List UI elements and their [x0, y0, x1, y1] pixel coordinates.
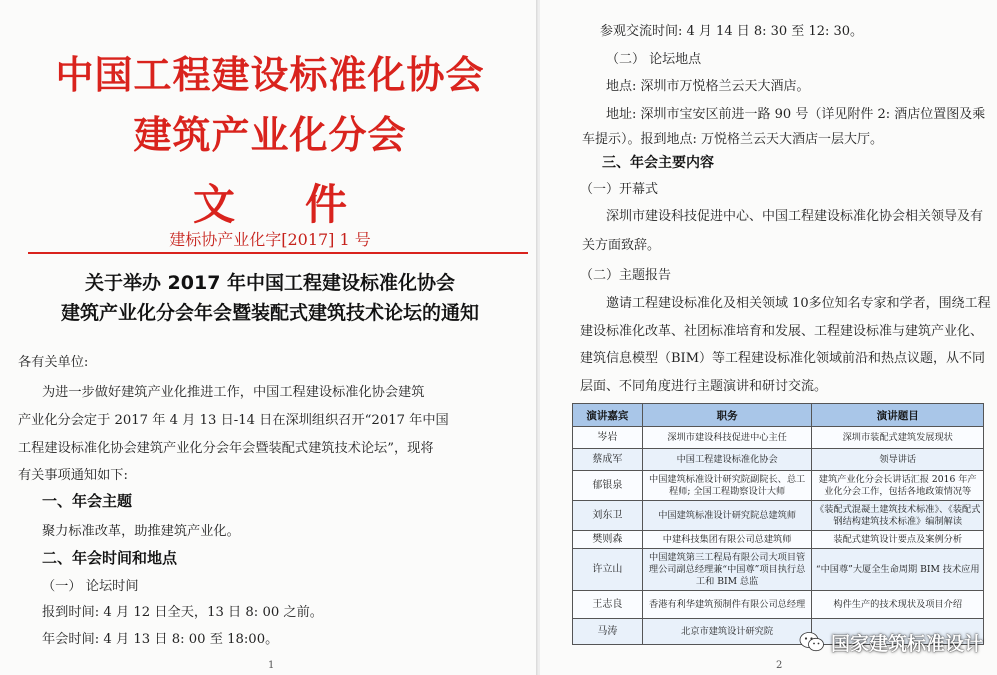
keynote-line: 层面、不同角度进行主题演讲和研讨交流。 [580, 379, 828, 394]
table-row [573, 549, 984, 591]
keynote-line: 建设标准化改革、社团标准培育和发展、工程建设标准与建筑产业化、 [580, 324, 984, 339]
speaker-name: 刘东卫 [573, 501, 643, 531]
speech-topic: “中国尊”大厦全生命周期 BIM 技术应用 [812, 549, 984, 591]
letterhead-org-line2: 建筑产业化分会 [133, 113, 407, 157]
letterhead-document-word: 文件 [192, 180, 417, 229]
speaker-name: 岑岩 [573, 427, 643, 449]
body-line: 为进一步做好建筑产业化推进工作，中国工程建设标准化协会建筑 [42, 385, 425, 400]
page-number: 1 [268, 660, 275, 671]
speaker-position: 北京市建筑设计研究院 [642, 619, 812, 645]
table-row [573, 471, 984, 501]
speaker-position: 中国建筑第三工程局有限公司大项目管理公司副总经理兼“中国尊”项目执行总工和 BIM 总监 [642, 549, 812, 591]
opening-line: 关方面致辞。 [582, 238, 661, 253]
address-line: 车提示）。报到地点: 万悦格兰云天大酒店一层大厅。 [582, 132, 884, 147]
section3-heading: 三、年会主要内容 [602, 155, 714, 171]
speech-topic: 深圳市装配式建筑发展现状 [812, 427, 984, 449]
sub2-heading: （二） 论坛地点 [606, 52, 702, 67]
letterhead-red-rule [28, 252, 528, 254]
visit-time: 参观交流时间: 4 月 14 日 8: 30 至 12: 30。 [600, 24, 864, 39]
table-row [573, 427, 984, 449]
column-header: 演讲题目 [812, 404, 984, 427]
speaker-name: 许立山 [573, 549, 643, 591]
table-header-row [573, 404, 984, 427]
column-header: 演讲嘉宾 [573, 404, 643, 427]
speakers-table [572, 403, 984, 645]
table-row [573, 531, 984, 549]
sub-opening-heading: （一）开幕式 [580, 182, 659, 197]
body-line: 有关事项通知如下: [18, 468, 128, 483]
sub-keynote-heading: （二）主题报告 [580, 268, 672, 283]
speech-topic: 建筑产业化分会长讲话汇报 2016 年产业化分会工作，包括各地政策情况等 [812, 471, 984, 501]
speaker-position: 中国工程建设标准化协会 [642, 449, 812, 471]
speech-topic: 领导讲话 [812, 449, 984, 471]
page-number: 2 [776, 660, 783, 671]
meeting-time: 年会时间: 4 月 13 日 8: 00 至 18:00。 [42, 632, 279, 647]
speaker-position: 中国建筑标准设计研究院副院长、总工程师; 全国工程勘察设计大师 [642, 471, 812, 501]
address-line: 地址: 深圳市宝安区前进一路 90 号（详见附件 2: 酒店位置图及乘 [606, 107, 986, 122]
notice-title-line1: 关于举办 2017 年中国工程建设标准化协会 [84, 272, 456, 294]
wechat-icon [799, 631, 825, 653]
location: 地点: 深圳市万悦格兰云天大酒店。 [606, 79, 810, 94]
body-line: 工程建设标准化协会建筑产业化分会年会暨装配式建筑技术论坛”，现将 [18, 441, 434, 456]
opening-line: 深圳市建设科技促进中心、中国工程建设标准化协会相关领导及有 [606, 209, 984, 224]
table-row [573, 449, 984, 471]
speaker-position: 中国建筑标准设计研究院总建筑师 [642, 501, 812, 531]
column-header: 职务 [642, 404, 812, 427]
keynote-line: 邀请工程建设标准化及相关领域 10多位知名专家和学者，围绕工程 [606, 296, 991, 311]
letterhead-org-line1: 中国工程建设标准化协会 [55, 53, 485, 97]
notice-title-line2: 建筑产业化分会年会暨装配式建筑技术论坛的通知 [60, 302, 479, 324]
speaker-name: 樊则森 [573, 531, 643, 549]
document-number: 建标协产业化字[2017] 1 号 [169, 230, 371, 249]
table-row [573, 591, 984, 619]
section2-heading: 二、年会时间和地点 [42, 549, 178, 567]
watermark [799, 630, 983, 654]
keynote-line: 建筑信息模型（BIM）等工程建设标准化领域前沿和热点议题，从不同 [580, 351, 985, 366]
body-line: 产业化分会定于 2017 年 4 月 13 日-14 日在深圳组织召开“2017 年中国 [18, 413, 449, 428]
speech-topic: 构件生产的技术现状及项目介绍 [812, 591, 984, 619]
sub1-heading: （一） 论坛时间 [42, 579, 139, 594]
section1-text: 聚力标准改革，助推建筑产业化。 [42, 524, 240, 539]
speaker-position: 中建科技集团有限公司总建筑师 [642, 531, 812, 549]
speaker-position: 香港有利华建筑预制件有限公司总经理 [642, 591, 812, 619]
watermark-text: 国家建筑标准设计 [830, 632, 983, 655]
speaker-name: 蔡成军 [573, 449, 643, 471]
speaker-name: 马涛 [573, 619, 643, 645]
checkin-time: 报到时间: 4 月 12 日全天，13 日 8: 00 之前。 [42, 605, 323, 620]
speaker-name: 郁银泉 [573, 471, 643, 501]
table-row [573, 501, 984, 531]
speaker-position: 深圳市建设科技促进中心主任 [642, 427, 812, 449]
speaker-name: 王志良 [573, 591, 643, 619]
speech-topic: 装配式建筑设计要点及案例分析 [812, 531, 984, 549]
speech-topic: 《装配式混凝土建筑技术标准》、《装配式钢结构建筑技术标准》编制解读 [812, 501, 984, 531]
section1-heading: 一、年会主题 [42, 492, 133, 510]
salutation: 各有关单位: [18, 355, 89, 370]
